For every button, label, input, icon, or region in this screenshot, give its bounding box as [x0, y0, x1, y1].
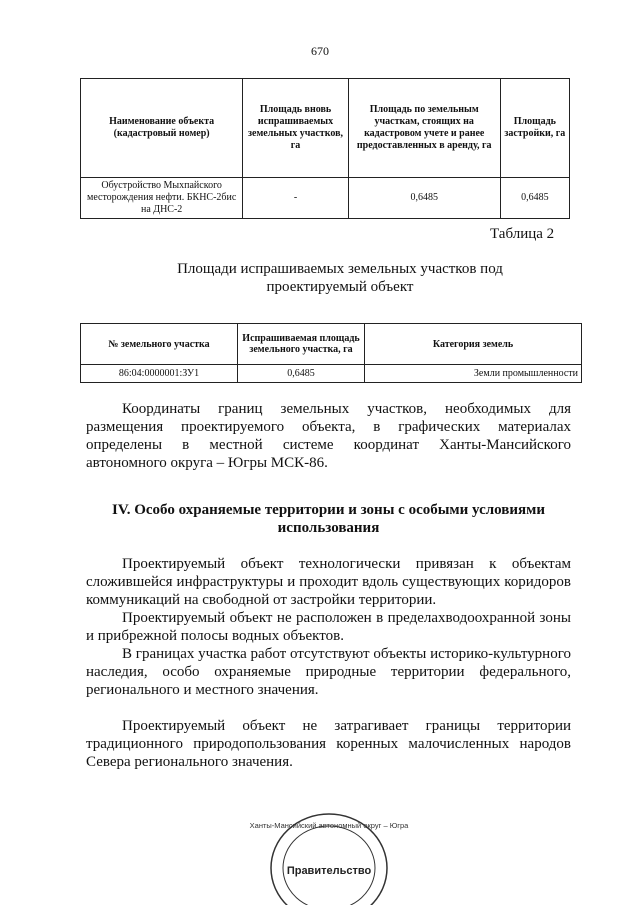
table-row	[81, 365, 582, 383]
cell-plot-number: 86:04:0000001:ЗУ1	[81, 365, 238, 383]
table-header-row	[81, 79, 570, 178]
page-number: 670	[311, 44, 329, 58]
col-header-plot-number: № земельного участка	[81, 324, 238, 365]
table2-title: Площади испрашиваемых земельных участков под проектируемый объект	[177, 261, 503, 295]
paragraph-traditional-land: Проектируемый объект не затрагивает границы территории традиционного природопользования коренных малочисленных народов Севера регионального значения.	[86, 718, 571, 770]
paragraph-coordinates: Координаты границ земельных участков, необходимых для размещения проектируемого объекта, в графических материалах определены в местной системе координат Ханты-Мансийского автономного округа – Югры МСК-86.	[86, 401, 571, 471]
table-header-row	[81, 324, 582, 365]
cell-new-area: -	[243, 178, 348, 219]
cell-building-area: 0,6485	[500, 178, 569, 219]
seal-ring-text: Ханты-Мансийский автономный округ – Югра	[249, 821, 409, 830]
paragraph-heritage: В границах участка работ отсутствуют объекты историко-культурного наследия, особо охраняемые природные территории федерального, регионального и местного значения.	[86, 646, 571, 698]
col-header-building-area: Площадь застройки, га	[500, 79, 569, 178]
col-header-land-category: Категория земель	[365, 324, 582, 365]
land-plot-table	[80, 323, 582, 383]
seal-graphic	[249, 802, 409, 892]
table-row	[81, 178, 570, 219]
paragraph-water-zone: Проектируемый объект не расположен в пределахводоохранной зоны и прибрежной полосы водных объектов.	[86, 610, 571, 644]
section-heading: IV. Особо охраняемые территории и зоны с особыми условиями использования	[111, 502, 545, 536]
cell-object-name: Обустройство Мыхпайского месторождения нефти. БКНС-2бис на ДНС-2	[81, 178, 243, 219]
col-header-registered-area: Площадь по земельным участкам, стоящих на кадастровом учете и ранее предоставленных в аренду, га	[348, 79, 500, 178]
government-seal	[249, 802, 409, 892]
cell-land-category: Земли промышленности	[365, 365, 582, 383]
table2-caption: Таблица 2	[490, 226, 555, 242]
col-header-object-name: Наименование объекта (кадастровый номер)	[81, 79, 243, 178]
seal-center-text: Правительство	[286, 865, 372, 877]
paragraph-infrastructure: Проектируемый объект технологически привязан к объектам сложившейся инфраструктуры и проходит вдоль существующих коридоров коммуникаций на свободной от застройки территории.	[86, 556, 571, 608]
col-header-requested-area: Испрашиваемая площадь земельного участка, га	[238, 324, 365, 365]
col-header-new-area: Площадь вновь испрашиваемых земельных участков, га	[243, 79, 348, 178]
land-area-table	[80, 78, 570, 219]
cell-registered-area: 0,6485	[348, 178, 500, 219]
cell-requested-area: 0,6485	[238, 365, 365, 383]
